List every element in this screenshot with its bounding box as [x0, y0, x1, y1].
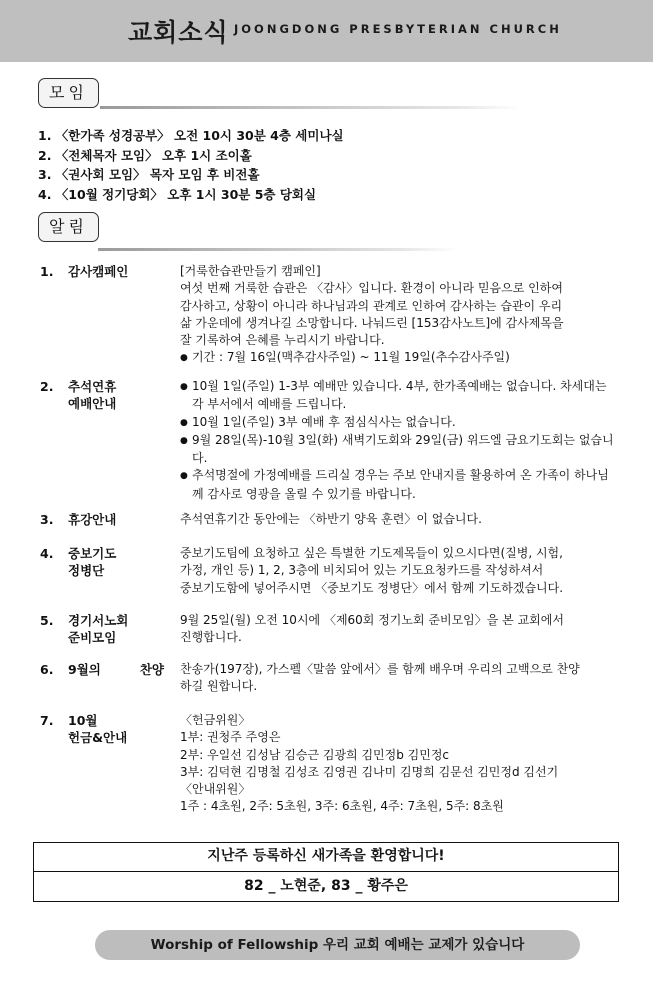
notice-number: 4. [40, 546, 54, 561]
notice-item [40, 612, 620, 647]
notice-number: 7. [40, 713, 54, 728]
notice-line: 여섯 번째 거룩한 습관은 〈감사〉입니다. 환경이 아니라 믿음으로 인하여 [180, 281, 563, 296]
meeting-list [38, 126, 598, 204]
welcome-names: 82 _ 노현준, 83 _ 황주은 [34, 871, 618, 901]
notice-body [180, 263, 620, 368]
notice-item [40, 545, 620, 597]
notice-label-line: 휴강안내 [68, 512, 117, 527]
notice-label-line: 감사캠페인 [68, 264, 129, 279]
notice-line: 〈헌금위원〉 [180, 713, 251, 727]
church-name: JOONGDONG PRESBYTERIAN CHURCH [234, 22, 562, 36]
notice-label [68, 263, 180, 368]
notice-number: 6. [40, 662, 54, 677]
notice-label-line: 추석연휴 [68, 379, 117, 394]
notice-bullet: ● 기간 : 7월 16일(맥추감사주일) ~ 11월 19일(추수감사주일) [180, 349, 620, 367]
notice-label-line: 헌금&안내 [68, 730, 128, 746]
welcome-title: 지난주 등록하신 새가족을 환영합니다! [207, 848, 445, 864]
notice-label [68, 612, 180, 647]
notice-line: 추석연휴기간 동안에는 〈하반기 양육 훈련〉이 없습니다. [180, 512, 482, 526]
section-tab-notices: 알림 [38, 212, 99, 242]
notice-bullet: ● 9월 28일(목)-10월 3일(화) 새벽기도회와 29일(금) 위드엘 금요기도회는 없습니다. [180, 432, 620, 468]
notice-body [180, 712, 620, 816]
notice-item [40, 661, 620, 696]
welcome-box [33, 842, 619, 902]
notice-item [40, 511, 620, 528]
list-item: 4. 〈10월 정기당회〉 오후 1시 30분 5층 당회실 [38, 186, 317, 202]
notice-number: 2. [40, 379, 54, 394]
notice-line: 찬송가(197장), 가스펠〈말씀 앞에서〉를 함께 배우며 우리의 고백으로 찬양 [180, 662, 580, 676]
notice-label-line: 정병단 [68, 563, 105, 579]
section-divider [98, 248, 458, 251]
notice-item [40, 263, 620, 368]
notice-label [68, 545, 180, 597]
notice-line: 하길 원합니다. [180, 679, 258, 694]
notice-bullet: ● 추석명절에 가정예배를 드리실 경우는 주보 안내지를 활용하여 온 가족이 하나님께 감사로 영광을 올릴 수 있기를 바랍니다. [180, 467, 620, 503]
notice-number: 5. [40, 613, 54, 628]
notice-label-line: 준비모임 [68, 630, 117, 646]
notice-line: 3부: 김덕현 김명철 김성조 김영권 김나미 김명희 김문선 김민정d 김선기 [180, 764, 559, 779]
page-title: 교회소식 [128, 18, 229, 47]
notice-body [180, 612, 620, 647]
notice-line: 잘 기록하여 은혜를 누리시기 바랍니다. [180, 333, 385, 348]
notice-line: 가정, 개인 등) 1, 2, 3층에 비치되어 있는 기도요청카드를 작성하셔서 [180, 563, 544, 578]
notice-line: 삶 가운데에 생겨나길 소망합니다. 나눠드린 [153감사노트]에 감사제목을 [180, 315, 564, 330]
footer-banner: Worship of Fellowship 우리 교회 예배는 교제가 있습니다 [95, 930, 580, 960]
notice-label-line: 중보기도 [68, 546, 117, 561]
header-band [0, 0, 653, 62]
section-divider [100, 106, 520, 109]
list-item: 1. 〈한가족 성경공부〉 오전 10시 30분 4층 세미나실 [38, 128, 344, 143]
notice-label-line: 예배안내 [68, 396, 117, 412]
section-tab-meetings: 모임 [38, 78, 99, 108]
notice-body [180, 378, 620, 503]
list-item: 3. 〈권사회 모임〉 목자 모임 후 비전홀 [38, 167, 260, 182]
notice-line: 〈안내위원〉 [180, 782, 251, 797]
notice-label-line: 9월의 찬양 [68, 662, 164, 677]
notice-label [68, 661, 180, 696]
notice-line: 9월 25일(월) 오전 10시에 〈제60회 정기노회 준비모임〉을 본 교회에서 [180, 613, 564, 627]
notice-line: [거룩한습관만들기 캠페인] [180, 264, 321, 278]
notice-line: 감사하고, 상황이 아니라 하나님과의 관계로 인하여 감사하는 습관이 우리 [180, 298, 563, 313]
notice-line: 1주 : 4초원, 2주: 5초원, 3주: 6초원, 4주: 7초원, 5주: 8초원 [180, 799, 504, 814]
notice-number: 1. [40, 264, 54, 279]
notice-body [180, 511, 620, 528]
notice-line: 진행합니다. [180, 630, 242, 645]
notice-bullet: ● 10월 1일(주일) 1-3부 예배만 있습니다. 4부, 한가족예배는 없습니다. 차세대는 각 부서에서 예배를 드립니다. [180, 378, 620, 414]
notice-label-line: 10월 [68, 713, 98, 728]
notice-line: 중보기도팀에 요청하고 싶은 특별한 기도제목들이 있으시다면(질병, 시험, [180, 546, 563, 560]
notice-label [68, 712, 180, 816]
notice-item [40, 378, 620, 503]
notice-line: 중보기도함에 넣어주시면 〈중보기도 정병단〉에서 함께 기도하겠습니다. [180, 580, 564, 595]
notice-label [68, 378, 180, 503]
list-item: 2. 〈전체목자 모임〉 오후 1시 조이홀 [38, 147, 252, 163]
notice-label-line: 경기서노회 [68, 613, 129, 628]
notice-body [180, 661, 620, 696]
notice-number: 3. [40, 512, 54, 527]
notice-line: 2부: 우일선 김성남 김승근 김광희 김민정b 김민정c [180, 747, 450, 762]
notice-line: 1부: 권청주 주영은 [180, 730, 281, 745]
notice-body [180, 545, 620, 597]
notice-label [68, 511, 180, 528]
notice-bullet: ● 10월 1일(주일) 3부 예배 후 점심식사는 없습니다. [180, 414, 620, 432]
notice-item [40, 712, 620, 816]
